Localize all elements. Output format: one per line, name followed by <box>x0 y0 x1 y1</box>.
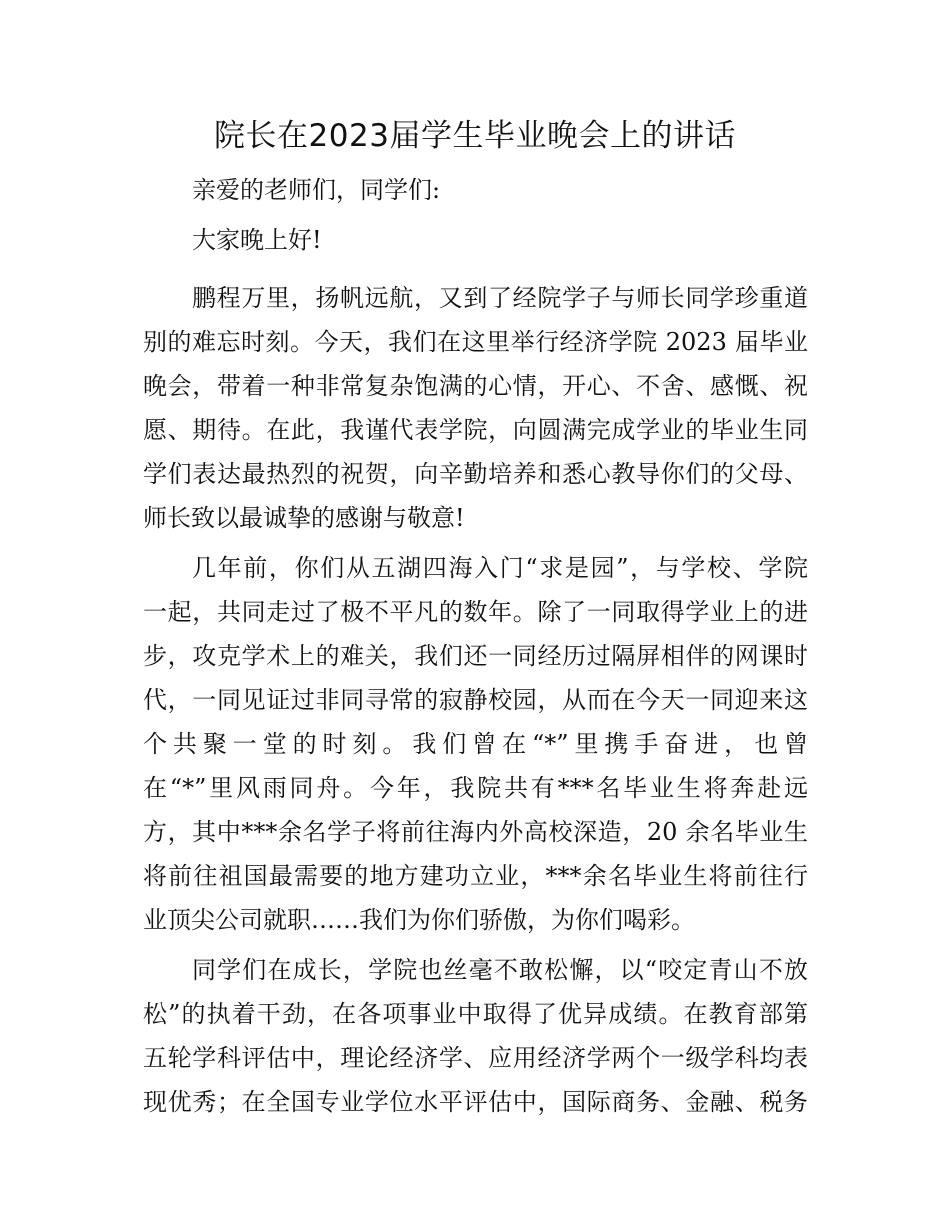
paragraph-line: 方，其中***余名学子将前往海内外高校深造，20 余名毕业生 <box>143 818 808 846</box>
paragraph-line: 愿、期待。在此，我谨代表学院，向圆满完成学业的毕业生同 <box>143 416 808 444</box>
paragraph-line: 晚会，带着一种非常复杂饱满的心情，开心、不舍、感慨、祝 <box>143 372 808 400</box>
paragraph <box>143 276 808 540</box>
paragraph-line: 一起，共同走过了极不平凡的数年。除了一同取得学业上的进 <box>143 598 808 626</box>
document-title: 院长在2023届学生毕业晚会上的讲话 <box>214 118 736 154</box>
paragraph <box>143 546 808 942</box>
paragraph <box>143 168 808 212</box>
paragraph <box>143 218 808 262</box>
paragraph <box>143 948 808 1124</box>
paragraph-line: 几年前，你们从五湖四海入门“求是园”，与学校、学院 <box>192 554 808 582</box>
paragraph-line: 师长致以最诚挚的感谢与敬意! <box>143 504 465 532</box>
paragraph-line: 大家晚上好! <box>192 226 322 254</box>
paragraph-line: 松”的执着干劲，在各项事业中取得了优异成绩。在教育部第 <box>143 1000 808 1028</box>
paragraph-line: 鹏程万里，扬帆远航，又到了经院学子与师长同学珍重道 <box>192 284 808 312</box>
paragraph-line: 同学们在成长，学院也丝毫不敢松懈，以“咬定青山不放 <box>192 956 808 984</box>
paragraph-line: 代，一同见证过非同寻常的寂静校园，从而在今天一同迎来这 <box>143 686 808 714</box>
paragraph-line: 五轮学科评估中，理论经济学、应用经济学两个一级学科均表 <box>143 1044 808 1072</box>
paragraph-line: 别的难忘时刻。今天，我们在这里举行经济学院 2023 届毕业 <box>143 328 808 356</box>
paragraph-line: 学们表达最热烈的祝贺，向辛勤培养和悉心教导你们的父母、 <box>143 460 808 488</box>
paragraph-line: 个共聚一堂的时刻。我们曾在“*”里携手奋进，也曾 <box>143 730 808 758</box>
paragraph-line: 将前往祖国最需要的地方建功立业，***余名毕业生将前往行 <box>143 862 808 890</box>
paragraph-line: 现优秀；在全国专业学位水平评估中，国际商务、金融、税务 <box>143 1088 808 1116</box>
document-body <box>143 168 808 1124</box>
paragraph-line: 亲爱的老师们，同学们: <box>192 176 441 204</box>
paragraph-line: 业顶尖公司就职……我们为你们骄傲，为你们喝彩。 <box>143 906 695 934</box>
paragraph-line: 在“*”里风雨同舟。今年，我院共有***名毕业生将奔赴远 <box>143 774 808 802</box>
paragraph-line: 步，攻克学术上的难关，我们还一同经历过隔屏相伴的网课时 <box>143 642 808 670</box>
